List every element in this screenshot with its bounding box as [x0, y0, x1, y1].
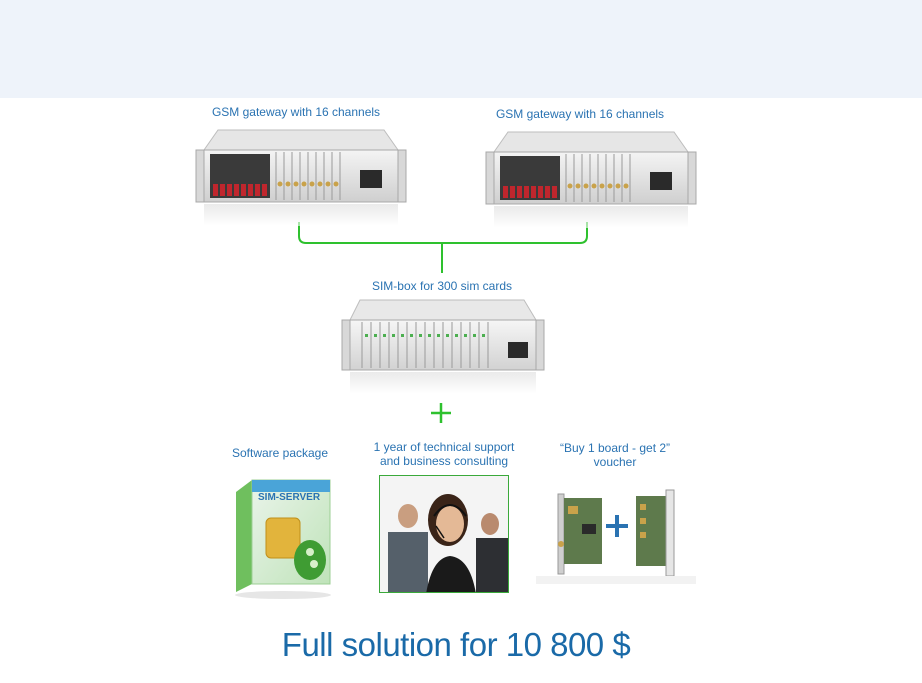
support-label-line1: 1 year of technical support: [373, 440, 515, 454]
support-label-line2: and business consulting: [379, 454, 509, 468]
gateway-right-label: GSM gateway with 16 channels: [495, 107, 665, 121]
full-solution-title: Full solution for 10 800 $: [281, 626, 631, 663]
software-box-image: [218, 474, 348, 602]
plus-icon: [428, 400, 454, 426]
voucher-boards-image: [536, 484, 696, 584]
support-photo: [379, 475, 509, 593]
support-person-image: [380, 476, 509, 593]
simbox-label: SIM-box for 300 sim cards: [371, 279, 513, 293]
gsm-gateway-left-image: [188, 128, 408, 238]
voucher-label-line2: voucher: [593, 455, 637, 469]
gsm-gateway-right-image: [478, 130, 698, 240]
gateway-left-label: GSM gateway with 16 channels: [211, 105, 381, 119]
sim-box-image: [338, 298, 553, 398]
software-box-title: SIM-SERVER: [258, 492, 321, 503]
voucher-label-line1: “Buy 1 board - get 2”: [559, 441, 671, 455]
software-package-label: Software package: [231, 446, 329, 460]
